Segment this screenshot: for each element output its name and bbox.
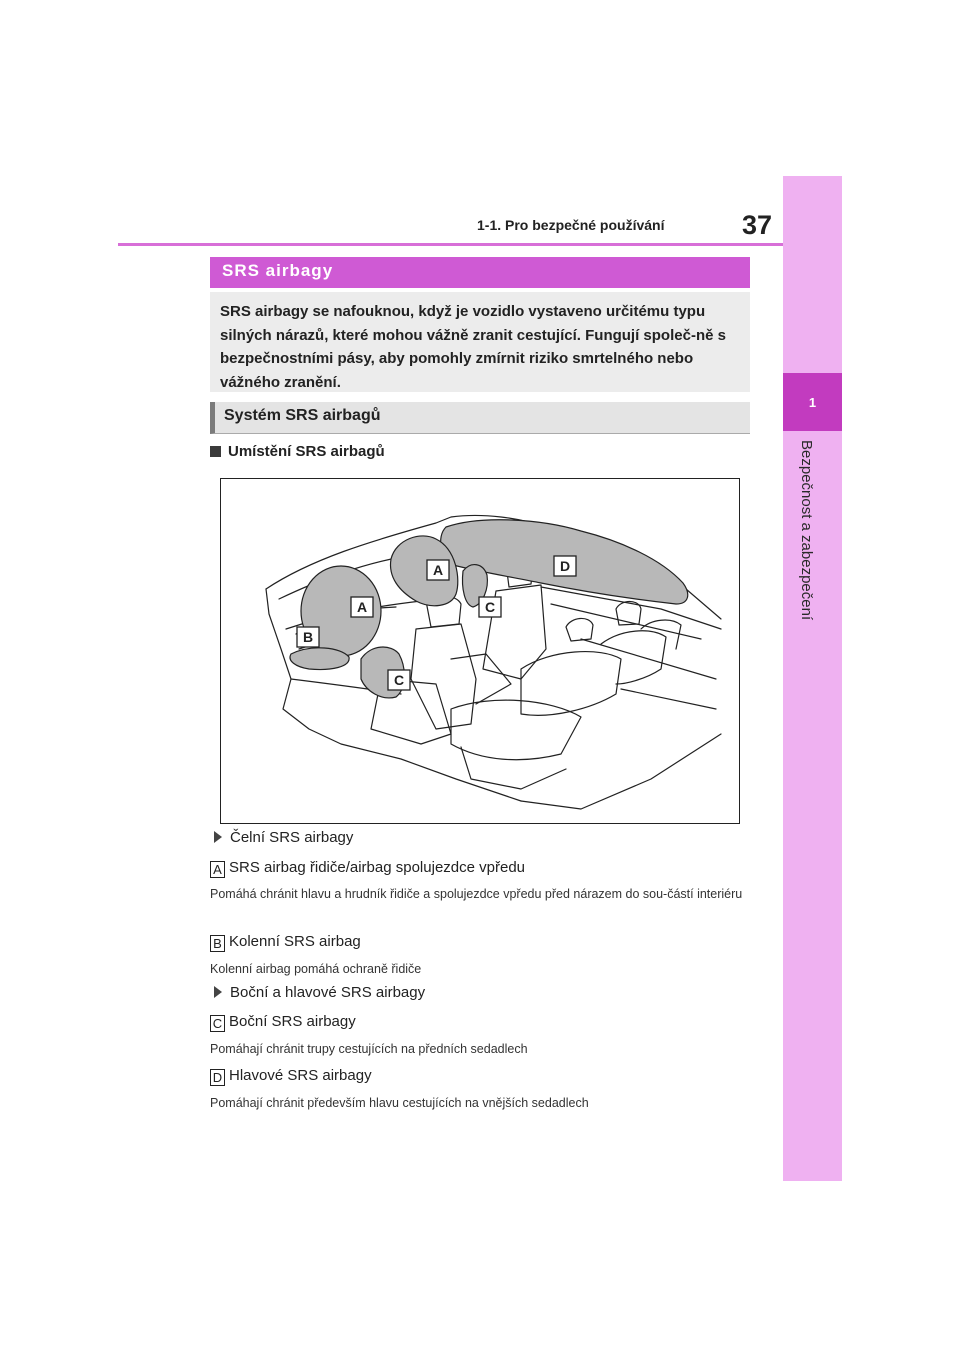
intro-text: SRS airbagy se nafouknou, když je vozidlo vystaveno určitému typu silných nárazů, které mohou vážně zranit cestující. Fungují společ-ně s bezpečnostními pásy, aby pomohly zmírnit riziko smrtelného nebo vážného zranění.	[220, 303, 726, 391]
page-number: 37	[742, 210, 773, 240]
square-bullet-icon	[210, 446, 221, 457]
callout-label: C	[393, 672, 405, 688]
group-heading-text: Boční a hlavové SRS airbagy	[230, 984, 426, 1001]
location-heading-text: Umístění SRS airbagů	[228, 443, 385, 460]
group-heading-side	[214, 984, 425, 1001]
callout-label: A	[432, 562, 444, 578]
item-row-b	[210, 933, 361, 952]
chapter-number-tab[interactable]: 1	[783, 373, 842, 431]
header-divider	[118, 243, 783, 246]
item-title: Kolenní SRS airbag	[229, 933, 361, 950]
location-heading	[210, 443, 385, 460]
section-title: SRS airbagy	[222, 261, 334, 280]
knee-airbag-shape	[290, 648, 349, 670]
chapter-title-label: Bezpečnost a zabezpečení	[798, 440, 815, 621]
item-description: Pomáhají chránit trupy cestujících na předních sedadlech	[210, 1042, 528, 1056]
item-description: Pomáhají chránit především hlavu cestujících na vnějších sedadlech	[210, 1096, 589, 1110]
item-description: Pomáhá chránit hlavu a hrudník řidiče a spolujezdce vpředu před nárazem do sou-částí interiéru	[210, 887, 743, 901]
label-box-a: A	[210, 861, 225, 878]
callout-label: C	[484, 599, 496, 615]
running-header-title: 1-1. Pro bezpečné používání	[477, 217, 665, 233]
item-title: Boční SRS airbagy	[229, 1013, 356, 1030]
item-title: SRS airbag řidiče/airbag spolujezdce vpředu	[229, 859, 526, 876]
item-row-d	[210, 1067, 372, 1086]
group-heading-frontal	[214, 829, 353, 846]
item-row-a	[210, 859, 525, 878]
item-title: Hlavové SRS airbagy	[229, 1067, 372, 1084]
subsection-title-bar	[210, 402, 750, 434]
group-heading-text: Čelní SRS airbagy	[230, 829, 354, 846]
label-box-d: D	[210, 1069, 225, 1086]
intro-box	[210, 292, 750, 392]
car-interior-illustration	[221, 479, 738, 822]
triangle-bullet-icon	[214, 986, 222, 998]
section-title-bar	[210, 257, 750, 288]
airbag-location-figure	[220, 478, 740, 824]
callout-label: D	[559, 558, 571, 574]
callout-label: B	[302, 629, 314, 645]
triangle-bullet-icon	[214, 831, 222, 843]
item-row-c	[210, 1013, 356, 1032]
callout-label: A	[356, 599, 368, 615]
item-description: Kolenní airbag pomáhá ochraně řidiče	[210, 962, 422, 976]
label-box-c: C	[210, 1015, 225, 1032]
chapter-title-vertical	[783, 440, 842, 740]
label-box-b: B	[210, 935, 225, 952]
subsection-title: Systém SRS airbagů	[224, 407, 381, 424]
